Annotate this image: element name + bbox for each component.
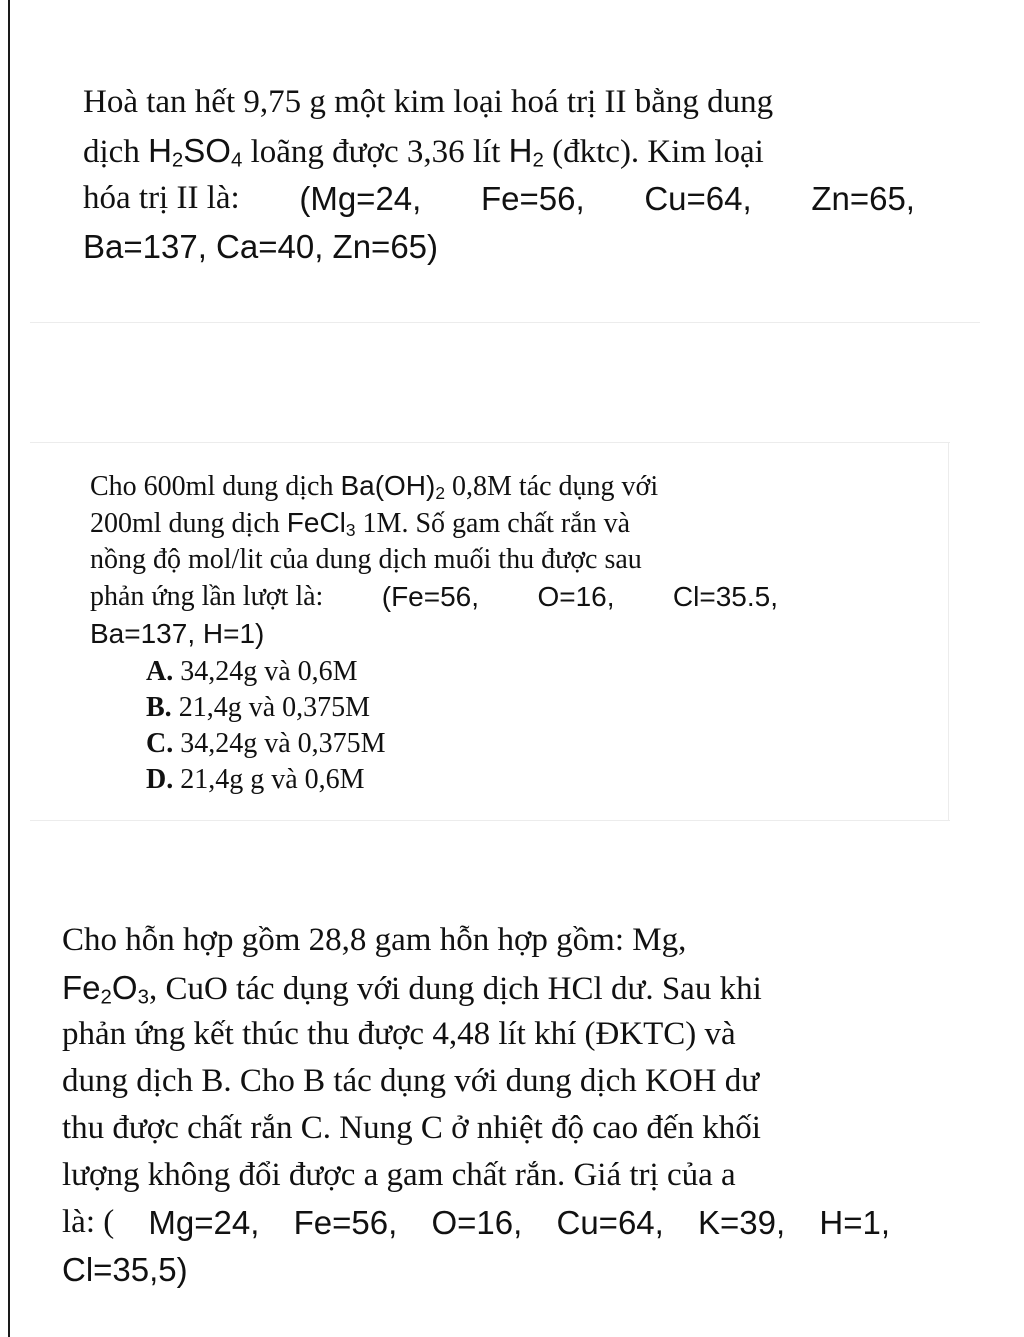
q2-line-3: nồng độ mol/lit của dung dịch muối thu được sau [90,544,642,575]
faint-divider-1 [30,322,980,323]
q3-line-2: $Fe_2O_3$, CuO tác dụng với dung dịch HCl dư. Sau khi [62,969,762,1009]
q1-line-4: Ba=137, Ca=40, Zn=65) [83,228,439,265]
q3-line-6: lượng không đổi được a gam chất rắn. Giá trị của a [62,1157,736,1193]
faint-frame-edge [948,442,949,820]
q3-line-3: phản ứng kết thúc thu được 4,48 lít khí (ĐKTC) và [62,1016,736,1052]
q3-line-8: Cl=35,5) [62,1251,188,1288]
option-b: B. 21,4g và 0,375M [146,692,371,723]
q3-line-5: thu được chất rắn C. Nung C ở nhiệt độ cao đến khối [62,1110,761,1146]
q2-line-2: 200ml dung dịch FeCl$_3$ 1M. Số gam chất rắn và [90,507,631,540]
q3-line-4: dung dịch B. Cho B tác dụng với dung dịch KOH dư [62,1063,760,1099]
faint-divider-2 [30,442,950,443]
q1-line-3: hóa trị II là: (Mg=24, Fe=56, Cu=64, Zn=65, [83,180,915,217]
q3-line-7: là: ( Mg=24, Fe=56, O=16, Cu=64, K=39, H=1, [62,1204,890,1241]
option-d: D. 21,4g g và 0,6M [146,764,365,795]
page-left-border [8,0,10,1337]
option-c: C. 34,24g và 0,375M [146,728,386,759]
q1-line-1: Hoà tan hết 9,75 g một kim loại hoá trị II bằng dung [83,84,774,120]
faint-divider-3 [30,820,950,821]
option-a: A. 34,24g và 0,6M [146,656,358,687]
q3-line-1: Cho hỗn hợp gồm 28,8 gam hỗn hợp gồm: Mg, [62,922,687,958]
q2-line-1: Cho 600ml dung dịch $Ba(OH)_2$ 0,8M tác dụng với [90,470,659,503]
q1-line-2: dịch $H_2SO_4$ loãng được 3,36 lít $H_2$ (đktc). Kim loại [83,132,764,172]
q2-line-5: Ba=137, H=1) [90,618,265,649]
q2-line-4: phản ứng lần lượt là: (Fe=56, O=16, Cl=35.5, [90,581,778,612]
